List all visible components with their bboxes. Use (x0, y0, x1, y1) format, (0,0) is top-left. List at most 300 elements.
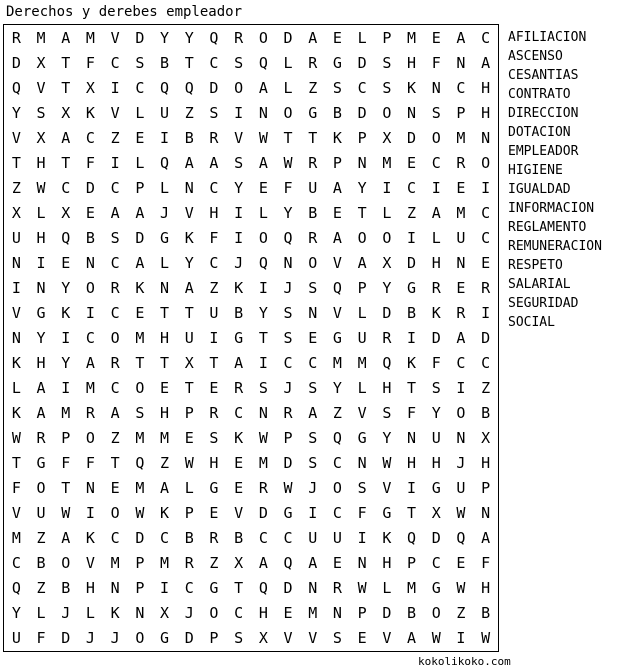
grid-letter[interactable]: I (160, 579, 170, 598)
grid-letter[interactable]: L (160, 253, 170, 272)
grid-letter[interactable]: X (85, 78, 95, 97)
grid-letter[interactable]: A (85, 354, 95, 373)
grid-letter[interactable]: H (481, 78, 491, 97)
grid-letter[interactable]: N (357, 554, 367, 573)
grid-letter[interactable]: U (456, 479, 466, 498)
grid-letter[interactable]: M (308, 604, 318, 623)
grid-letter[interactable]: E (258, 178, 268, 197)
grid-letter[interactable]: K (11, 354, 21, 373)
grid-letter[interactable]: N (407, 103, 417, 122)
grid-letter[interactable]: Y (283, 203, 293, 222)
grid-letter[interactable]: F (431, 354, 441, 373)
grid-letter[interactable]: E (135, 303, 145, 322)
grid-letter[interactable]: G (234, 328, 244, 347)
grid-letter[interactable]: Y (184, 28, 194, 47)
grid-letter[interactable]: C (431, 153, 441, 172)
grid-letter[interactable]: Q (258, 253, 268, 272)
grid-letter[interactable]: E (184, 429, 194, 448)
grid-letter[interactable]: W (283, 153, 293, 172)
grid-letter[interactable]: E (110, 479, 120, 498)
grid-letter[interactable]: M (456, 128, 466, 147)
grid-letter[interactable]: A (308, 404, 318, 423)
grid-letter[interactable]: L (258, 203, 268, 222)
grid-letter[interactable]: B (184, 128, 194, 147)
grid-letter[interactable]: V (110, 103, 120, 122)
grid-letter[interactable]: I (456, 629, 466, 648)
grid-letter[interactable]: G (283, 504, 293, 523)
grid-letter[interactable]: M (357, 354, 367, 373)
grid-letter[interactable]: Q (160, 78, 170, 97)
grid-letter[interactable]: G (357, 429, 367, 448)
grid-letter[interactable]: Y (357, 178, 367, 197)
grid-letter[interactable]: T (61, 479, 71, 498)
grid-letter[interactable]: W (61, 504, 71, 523)
grid-letter[interactable]: P (357, 278, 367, 297)
grid-letter[interactable]: H (481, 103, 491, 122)
grid-letter[interactable]: K (407, 78, 417, 97)
grid-letter[interactable]: B (308, 203, 318, 222)
grid-letter[interactable]: V (357, 404, 367, 423)
grid-letter[interactable]: E (234, 454, 244, 473)
grid-letter[interactable]: A (258, 78, 268, 97)
grid-letter[interactable]: O (308, 253, 318, 272)
grid-letter[interactable]: L (184, 479, 194, 498)
grid-letter[interactable]: L (85, 604, 95, 623)
grid-letter[interactable]: A (258, 153, 268, 172)
grid-letter[interactable]: E (308, 328, 318, 347)
grid-letter[interactable]: N (456, 53, 466, 72)
grid-letter[interactable]: E (135, 128, 145, 147)
grid-letter[interactable]: E (332, 203, 342, 222)
grid-letter[interactable]: H (160, 404, 170, 423)
grid-letter[interactable]: S (332, 629, 342, 648)
grid-letter[interactable]: X (481, 429, 491, 448)
grid-letter[interactable]: B (234, 303, 244, 322)
grid-letter[interactable]: L (36, 604, 46, 623)
grid-letter[interactable]: M (332, 354, 342, 373)
grid-letter[interactable]: Z (407, 203, 417, 222)
grid-letter[interactable]: P (135, 579, 145, 598)
grid-letter[interactable]: I (209, 328, 219, 347)
grid-letter[interactable]: A (456, 28, 466, 47)
grid-letter[interactable]: V (184, 203, 194, 222)
grid-letter[interactable]: S (308, 278, 318, 297)
grid-letter[interactable]: N (332, 604, 342, 623)
grid-letter[interactable]: C (481, 354, 491, 373)
grid-letter[interactable]: Q (258, 579, 268, 598)
grid-letter[interactable]: Y (11, 103, 21, 122)
grid-letter[interactable]: R (456, 153, 466, 172)
grid-letter[interactable]: W (456, 579, 466, 598)
grid-letter[interactable]: L (283, 78, 293, 97)
grid-letter[interactable]: P (184, 404, 194, 423)
grid-letter[interactable]: I (258, 278, 268, 297)
grid-letter[interactable]: W (431, 629, 441, 648)
grid-letter[interactable]: N (456, 253, 466, 272)
grid-letter[interactable]: E (481, 253, 491, 272)
grid-letter[interactable]: P (456, 103, 466, 122)
grid-letter[interactable]: A (308, 28, 318, 47)
grid-letter[interactable]: W (258, 429, 268, 448)
grid-letter[interactable]: A (209, 153, 219, 172)
grid-letter[interactable]: S (382, 404, 392, 423)
grid-letter[interactable]: V (382, 479, 392, 498)
grid-letter[interactable]: N (135, 604, 145, 623)
grid-letter[interactable]: U (308, 178, 318, 197)
grid-letter[interactable]: M (135, 479, 145, 498)
grid-letter[interactable]: I (234, 203, 244, 222)
grid-letter[interactable]: D (61, 629, 71, 648)
grid-letter[interactable]: C (481, 228, 491, 247)
grid-letter[interactable]: A (61, 529, 71, 548)
grid-letter[interactable]: E (431, 28, 441, 47)
grid-letter[interactable]: C (110, 253, 120, 272)
grid-letter[interactable]: R (481, 278, 491, 297)
grid-letter[interactable]: V (332, 253, 342, 272)
grid-letter[interactable]: O (382, 228, 392, 247)
grid-letter[interactable]: O (209, 604, 219, 623)
grid-letter[interactable]: P (135, 178, 145, 197)
grid-letter[interactable]: U (431, 429, 441, 448)
grid-letter[interactable]: P (61, 429, 71, 448)
grid-letter[interactable]: H (209, 454, 219, 473)
grid-letter[interactable]: O (332, 479, 342, 498)
grid-letter[interactable]: V (382, 629, 392, 648)
grid-letter[interactable]: O (135, 629, 145, 648)
grid-letter[interactable]: F (357, 504, 367, 523)
grid-letter[interactable]: Q (456, 529, 466, 548)
grid-letter[interactable]: W (135, 504, 145, 523)
grid-letter[interactable]: L (283, 53, 293, 72)
grid-letter[interactable]: R (110, 354, 120, 373)
grid-letter[interactable]: A (36, 379, 46, 398)
grid-letter[interactable]: F (36, 629, 46, 648)
grid-letter[interactable]: B (407, 604, 417, 623)
grid-letter[interactable]: G (209, 479, 219, 498)
grid-letter[interactable]: Q (382, 354, 392, 373)
grid-letter[interactable]: K (135, 278, 145, 297)
grid-letter[interactable]: K (11, 404, 21, 423)
grid-letter[interactable]: U (357, 328, 367, 347)
grid-letter[interactable]: B (61, 579, 71, 598)
grid-letter[interactable]: X (382, 128, 392, 147)
grid-letter[interactable]: S (308, 379, 318, 398)
grid-letter[interactable]: I (258, 354, 268, 373)
grid-letter[interactable]: Y (382, 278, 392, 297)
grid-letter[interactable]: O (61, 554, 71, 573)
grid-letter[interactable]: A (184, 278, 194, 297)
grid-letter[interactable]: Q (11, 78, 21, 97)
grid-letter[interactable]: Q (283, 228, 293, 247)
grid-letter[interactable]: X (431, 504, 441, 523)
grid-letter[interactable]: J (61, 604, 71, 623)
grid-letter[interactable]: S (308, 454, 318, 473)
grid-letter[interactable]: I (234, 103, 244, 122)
grid-letter[interactable]: A (184, 153, 194, 172)
grid-letter[interactable]: P (135, 554, 145, 573)
grid-letter[interactable]: K (160, 504, 170, 523)
grid-letter[interactable]: R (431, 278, 441, 297)
grid-letter[interactable]: I (61, 328, 71, 347)
grid-letter[interactable]: Z (456, 604, 466, 623)
grid-letter[interactable]: B (184, 529, 194, 548)
grid-letter[interactable]: N (110, 579, 120, 598)
grid-letter[interactable]: K (61, 303, 71, 322)
grid-letter[interactable]: C (258, 529, 268, 548)
grid-letter[interactable]: O (135, 379, 145, 398)
grid-letter[interactable]: F (85, 454, 95, 473)
grid-letter[interactable]: C (160, 529, 170, 548)
grid-letter[interactable]: A (110, 203, 120, 222)
grid-letter[interactable]: E (160, 379, 170, 398)
grid-letter[interactable]: N (85, 253, 95, 272)
grid-letter[interactable]: V (308, 629, 318, 648)
grid-letter[interactable]: J (456, 454, 466, 473)
grid-letter[interactable]: N (11, 253, 21, 272)
grid-letter[interactable]: D (283, 579, 293, 598)
grid-letter[interactable]: H (36, 153, 46, 172)
grid-letter[interactable]: J (234, 253, 244, 272)
grid-letter[interactable]: M (61, 404, 71, 423)
grid-letter[interactable]: A (431, 203, 441, 222)
grid-letter[interactable]: R (184, 554, 194, 573)
grid-letter[interactable]: A (135, 203, 145, 222)
grid-letter[interactable]: V (11, 128, 21, 147)
grid-letter[interactable]: T (357, 203, 367, 222)
grid-letter[interactable]: Y (36, 328, 46, 347)
grid-letter[interactable]: X (61, 203, 71, 222)
grid-letter[interactable]: O (85, 429, 95, 448)
grid-letter[interactable]: L (382, 203, 392, 222)
grid-letter[interactable]: M (382, 153, 392, 172)
grid-letter[interactable]: L (431, 228, 441, 247)
grid-letter[interactable]: U (11, 228, 21, 247)
grid-letter[interactable]: S (332, 78, 342, 97)
grid-letter[interactable]: C (110, 53, 120, 72)
grid-letter[interactable]: T (308, 128, 318, 147)
grid-letter[interactable]: E (332, 554, 342, 573)
grid-letter[interactable]: I (11, 278, 21, 297)
grid-letter[interactable]: E (209, 504, 219, 523)
grid-letter[interactable]: E (456, 178, 466, 197)
grid-letter[interactable]: D (407, 253, 417, 272)
grid-letter[interactable]: F (61, 454, 71, 473)
grid-letter[interactable]: G (382, 504, 392, 523)
grid-letter[interactable]: R (234, 28, 244, 47)
grid-letter[interactable]: H (407, 454, 417, 473)
grid-letter[interactable]: E (234, 479, 244, 498)
grid-letter[interactable]: U (184, 328, 194, 347)
grid-letter[interactable]: E (357, 629, 367, 648)
grid-letter[interactable]: H (407, 53, 417, 72)
grid-letter[interactable]: T (407, 504, 417, 523)
grid-letter[interactable]: D (11, 53, 21, 72)
grid-letter[interactable]: D (85, 178, 95, 197)
grid-letter[interactable]: I (382, 178, 392, 197)
grid-letter[interactable]: J (85, 629, 95, 648)
grid-letter[interactable]: S (234, 53, 244, 72)
grid-letter[interactable]: N (308, 303, 318, 322)
grid-letter[interactable]: D (382, 604, 392, 623)
grid-letter[interactable]: C (431, 554, 441, 573)
grid-letter[interactable]: V (110, 28, 120, 47)
grid-letter[interactable]: K (110, 604, 120, 623)
grid-letter[interactable]: I (234, 228, 244, 247)
grid-letter[interactable]: X (61, 103, 71, 122)
grid-letter[interactable]: A (110, 404, 120, 423)
grid-letter[interactable]: T (184, 303, 194, 322)
grid-letter[interactable]: X (36, 53, 46, 72)
grid-letter[interactable]: I (456, 379, 466, 398)
grid-letter[interactable]: C (110, 529, 120, 548)
grid-letter[interactable]: R (308, 53, 318, 72)
grid-letter[interactable]: W (481, 629, 491, 648)
grid-letter[interactable]: Q (332, 429, 342, 448)
grid-letter[interactable]: K (234, 278, 244, 297)
grid-letter[interactable]: C (481, 203, 491, 222)
grid-letter[interactable]: G (332, 53, 342, 72)
grid-letter[interactable]: O (258, 28, 268, 47)
grid-letter[interactable]: R (209, 404, 219, 423)
grid-letter[interactable]: M (85, 28, 95, 47)
grid-letter[interactable]: Z (11, 178, 21, 197)
grid-letter[interactable]: W (382, 454, 392, 473)
grid-letter[interactable]: Q (184, 78, 194, 97)
grid-letter[interactable]: L (357, 28, 367, 47)
grid-letter[interactable]: C (110, 303, 120, 322)
grid-letter[interactable]: J (160, 203, 170, 222)
grid-letter[interactable]: Z (209, 554, 219, 573)
grid-letter[interactable]: H (382, 554, 392, 573)
grid-letter[interactable]: V (36, 78, 46, 97)
grid-letter[interactable]: I (36, 253, 46, 272)
grid-letter[interactable]: S (234, 629, 244, 648)
grid-letter[interactable]: C (209, 253, 219, 272)
grid-letter[interactable]: N (456, 429, 466, 448)
grid-letter[interactable]: X (36, 128, 46, 147)
grid-letter[interactable]: Z (481, 379, 491, 398)
grid-letter[interactable]: O (110, 504, 120, 523)
grid-letter[interactable]: R (332, 579, 342, 598)
grid-letter[interactable]: G (332, 328, 342, 347)
grid-letter[interactable]: V (332, 303, 342, 322)
grid-letter[interactable]: R (209, 529, 219, 548)
grid-letter[interactable]: S (234, 153, 244, 172)
grid-letter[interactable]: I (85, 504, 95, 523)
grid-letter[interactable]: F (11, 479, 21, 498)
grid-letter[interactable]: O (283, 103, 293, 122)
grid-letter[interactable]: U (36, 504, 46, 523)
grid-letter[interactable]: B (407, 303, 417, 322)
grid-letter[interactable]: U (332, 529, 342, 548)
grid-letter[interactable]: D (258, 504, 268, 523)
grid-letter[interactable]: N (258, 103, 268, 122)
grid-letter[interactable]: W (258, 128, 268, 147)
grid-letter[interactable]: R (110, 278, 120, 297)
grid-letter[interactable]: B (234, 529, 244, 548)
grid-letter[interactable]: I (61, 379, 71, 398)
grid-letter[interactable]: L (160, 178, 170, 197)
grid-letter[interactable]: X (11, 203, 21, 222)
grid-letter[interactable]: G (308, 103, 318, 122)
grid-letter[interactable]: M (160, 429, 170, 448)
grid-letter[interactable]: D (382, 303, 392, 322)
grid-letter[interactable]: T (258, 328, 268, 347)
grid-letter[interactable]: P (357, 604, 367, 623)
grid-letter[interactable]: C (184, 579, 194, 598)
grid-letter[interactable]: C (332, 504, 342, 523)
grid-letter[interactable]: T (11, 153, 21, 172)
grid-letter[interactable]: O (382, 103, 392, 122)
grid-letter[interactable]: T (407, 379, 417, 398)
grid-letter[interactable]: M (258, 454, 268, 473)
grid-letter[interactable]: Q (135, 454, 145, 473)
grid-letter[interactable]: Q (61, 228, 71, 247)
grid-letter[interactable]: Q (11, 579, 21, 598)
grid-letter[interactable]: L (135, 103, 145, 122)
grid-letter[interactable]: F (431, 53, 441, 72)
grid-letter[interactable]: E (456, 554, 466, 573)
grid-letter[interactable]: U (160, 103, 170, 122)
grid-letter[interactable]: Z (209, 278, 219, 297)
grid-letter[interactable]: P (382, 28, 392, 47)
grid-letter[interactable]: S (431, 379, 441, 398)
grid-letter[interactable]: H (85, 579, 95, 598)
grid-letter[interactable]: C (61, 178, 71, 197)
grid-letter[interactable]: O (456, 404, 466, 423)
grid-letter[interactable]: T (135, 354, 145, 373)
grid-letter[interactable]: S (382, 78, 392, 97)
grid-letter[interactable]: C (456, 78, 466, 97)
grid-letter[interactable]: M (456, 203, 466, 222)
grid-letter[interactable]: I (481, 178, 491, 197)
grid-letter[interactable]: W (283, 479, 293, 498)
grid-letter[interactable]: S (36, 103, 46, 122)
grid-letter[interactable]: R (308, 153, 318, 172)
grid-letter[interactable]: F (209, 228, 219, 247)
grid-letter[interactable]: B (160, 53, 170, 72)
grid-letter[interactable]: S (209, 103, 219, 122)
grid-letter[interactable]: C (209, 178, 219, 197)
grid-letter[interactable]: Y (234, 178, 244, 197)
grid-letter[interactable]: E (283, 604, 293, 623)
grid-letter[interactable]: P (332, 153, 342, 172)
grid-letter[interactable]: D (283, 28, 293, 47)
grid-letter[interactable]: X (160, 604, 170, 623)
grid-letter[interactable]: I (308, 504, 318, 523)
grid-letter[interactable]: I (407, 328, 417, 347)
grid-letter[interactable]: C (481, 28, 491, 47)
grid-letter[interactable]: C (283, 529, 293, 548)
grid-letter[interactable]: C (332, 454, 342, 473)
grid-letter[interactable]: M (407, 28, 417, 47)
grid-letter[interactable]: U (456, 228, 466, 247)
grid-letter[interactable]: D (283, 454, 293, 473)
grid-letter[interactable]: A (308, 554, 318, 573)
grid-letter[interactable]: S (209, 429, 219, 448)
grid-letter[interactable]: A (481, 529, 491, 548)
grid-letter[interactable]: O (357, 228, 367, 247)
grid-letter[interactable]: K (234, 429, 244, 448)
grid-letter[interactable]: G (36, 454, 46, 473)
grid-letter[interactable]: N (36, 278, 46, 297)
grid-letter[interactable]: I (431, 178, 441, 197)
grid-letter[interactable]: A (332, 228, 342, 247)
grid-letter[interactable]: U (308, 529, 318, 548)
grid-letter[interactable]: O (431, 604, 441, 623)
grid-letter[interactable]: Q (258, 53, 268, 72)
grid-letter[interactable]: S (258, 379, 268, 398)
